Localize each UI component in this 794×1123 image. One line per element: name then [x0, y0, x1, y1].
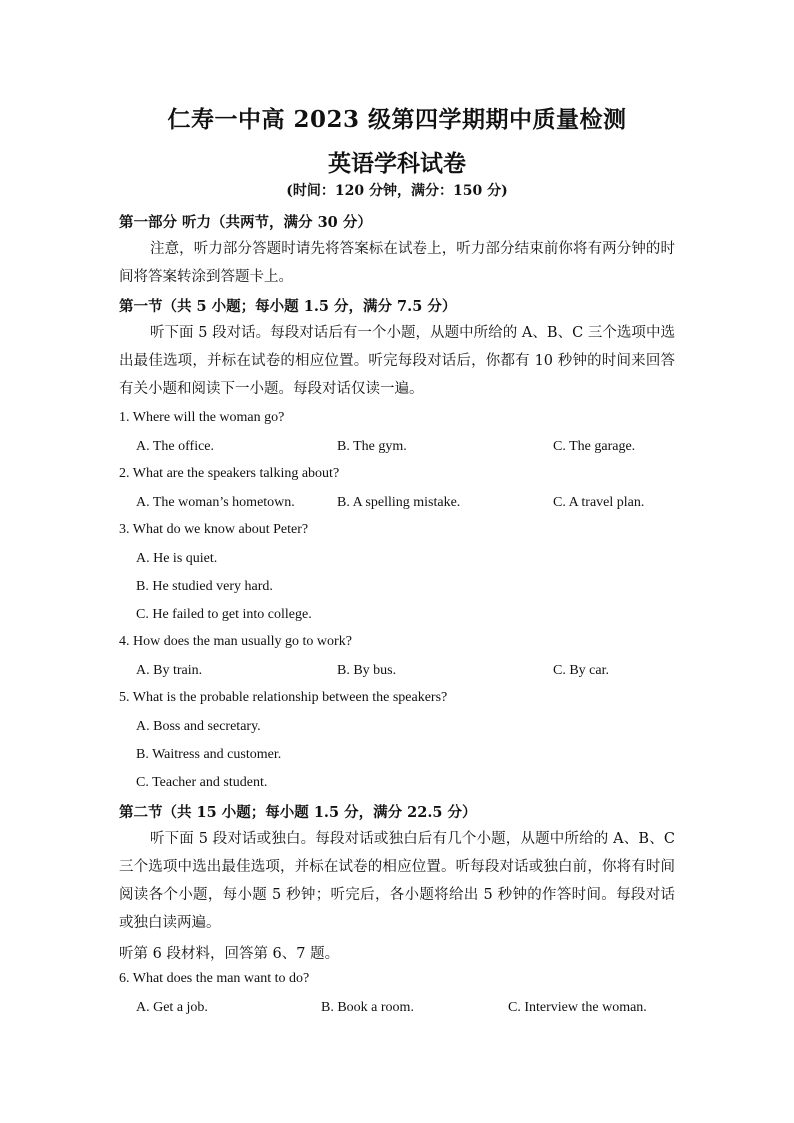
question-1-option-a: A. The office. [136, 439, 215, 454]
question-4-stem: 4. How does the man usually go to work? [119, 634, 352, 649]
material-note: 听第 6 段材料，回答第 6、7 题。 [119, 946, 340, 962]
question-1-stem: 1. Where will the woman go? [119, 410, 285, 425]
question-4-option-a: A. By train. [136, 663, 203, 678]
question-2-option-c: C. A travel plan. [553, 495, 645, 510]
section2-heading: 第二节（共 15 小题；每小题 1.5 分，满分 22.5 分） [119, 804, 477, 821]
time-info: (时间：120 分钟，满分：150 分) [286, 183, 508, 199]
question-6-option-a: A. Get a job. [136, 1000, 208, 1015]
question-3-stem: 3. What do we know about Peter? [119, 522, 309, 537]
section2-instructions: 听下面 5 段对话或独白。每段对话或独白后有几个小题，从题中所给的 A、B、C 三个选项中选出最佳选项，并标在试卷的相应位置。听每段对话或独白前，你将有时间阅读各个小题，每小题 5 秒钟；听完后，各小题将给出 5 秒钟的作答时间。每段对话或独白读两遍。 [119, 831, 675, 931]
part1-note: 注意，听力部分答题时请先将答案标在试卷上，听力部分结束前你将有两分钟的时间将答案转涂到答题卡上。 [119, 241, 675, 285]
question-5-stem: 5. What is the probable relationship between the speakers? [119, 690, 448, 705]
question-4-option-b: B. By bus. [337, 663, 397, 678]
question-6-stem: 6. What does the man want to do? [119, 971, 310, 986]
question-2-option-b: B. A spelling mistake. [337, 495, 461, 510]
question-6-option-c: C. Interview the woman. [508, 1000, 647, 1015]
question-1-option-c: C. The garage. [553, 439, 636, 454]
question-1-option-b: B. The gym. [337, 439, 407, 454]
question-4-option-c: C. By car. [553, 663, 609, 678]
question-6-option-b: B. Book a room. [321, 1000, 414, 1015]
question-2-option-a: A. The woman’s hometown. [136, 495, 295, 510]
question-5-option-a: A. Boss and secretary. [136, 719, 261, 734]
question-3-option-a: A. He is quiet. [136, 551, 218, 566]
part1-heading: 第一部分 听力（共两节，满分 30 分） [119, 214, 372, 231]
exam-subtitle: 英语学科试卷 [328, 150, 466, 177]
question-5-option-c: C. Teacher and student. [136, 775, 268, 790]
section1-heading: 第一节（共 5 小题；每小题 1.5 分，满分 7.5 分） [119, 298, 457, 315]
question-3-option-b: B. He studied very hard. [136, 579, 273, 594]
question-2-stem: 2. What are the speakers talking about? [119, 466, 340, 481]
exam-title: 仁寿一中高 2023 级第四学期期中质量检测 [167, 106, 627, 133]
section1-instructions: 听下面 5 段对话。每段对话后有一个小题，从题中所给的 A、B、C 三个选项中选出最佳选项，并标在试卷的相应位置。听完每段对话后，你都有 10 秒钟的时间来回答有关小题和阅读下一小题。每段对话仅读一遍。 [119, 325, 675, 397]
question-5-option-b: B. Waitress and customer. [136, 747, 282, 762]
question-3-option-c: C. He failed to get into college. [136, 607, 312, 622]
